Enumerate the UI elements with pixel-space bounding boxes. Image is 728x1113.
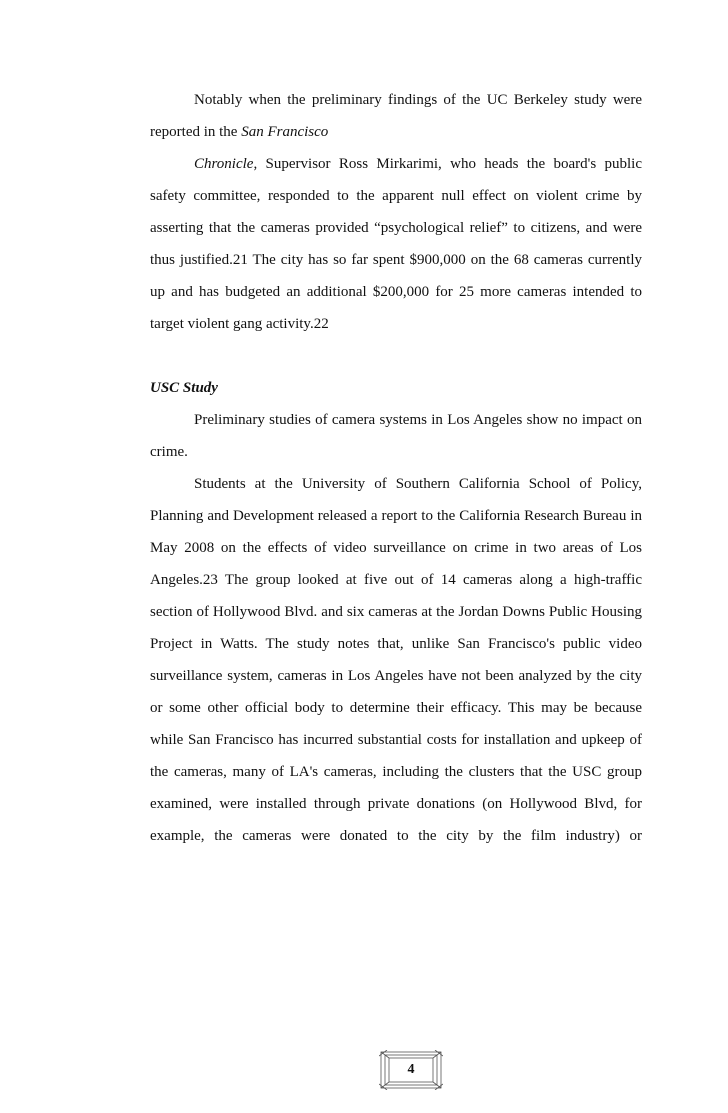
paragraph-text: , Supervisor Ross Mirkarimi, who heads the board's public safety committee, responded to the apparent null effect on violent crime by asserting that the cameras provided “psychological relief” to citizens, and were thus justified.21 The city has so far spent $900,000 on the 68 cameras currently up and has budgeted an additional $200,000 for 25 more cameras intended to target violent gang activity.22 — [150, 156, 642, 332]
document-body — [150, 84, 642, 852]
section-heading: USC Study — [150, 380, 218, 396]
newspaper-name-continued: Chronicle — [194, 156, 254, 172]
paragraph-preliminary-studies: Preliminary studies of camera systems in Los Angeles show no impact on crime. — [150, 412, 642, 460]
paragraph-text: Notably when the preliminary findings of the UC Berkeley study were reported in the — [150, 92, 642, 140]
paragraph-chronicle — [150, 148, 642, 340]
newspaper-name: San Francisco — [241, 124, 329, 140]
section-spacer — [150, 340, 642, 372]
paragraph-usc-report: Students at the University of Southern California School of Policy, Planning and Development released a report to the California Research Bureau in May 2008 on the effects of video surveillance on crime in two areas of Los Angeles.23 The group looked at five out of 14 cameras along a high-traffic section of Hollywood Blvd. and six cameras at the Jordan Downs Public Housing Project in Watts. The study notes that, unlike San Francisco's public video surveillance system, cameras in Los Angeles have not been analyzed by the city or some other official body to determine their efficacy. This may be because while San Francisco has incurred substantial costs for installation and upkeep of the cameras, many of LA's cameras, including the clusters that the USC group examined, were installed through private donations (on Hollywood Blvd, for example, the cameras were donated to the city by the film industry) or — [150, 476, 642, 844]
page-number: 4 — [407, 1062, 415, 1077]
page-number-frame — [379, 1050, 443, 1090]
paragraph-berkeley-findings — [150, 84, 642, 148]
